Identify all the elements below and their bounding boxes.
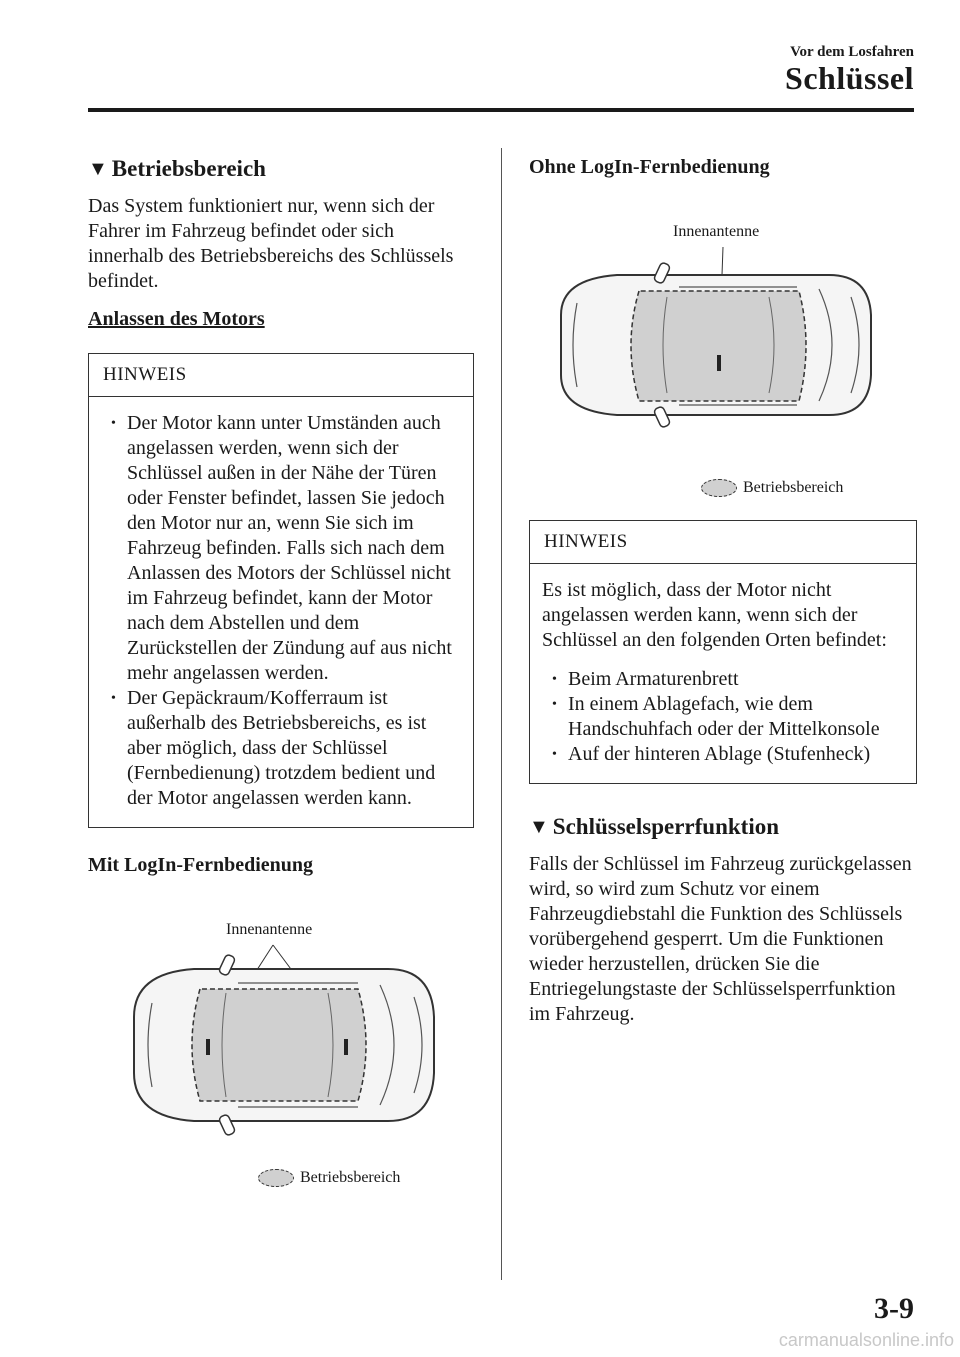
operating-range-swatch-icon [701,479,737,497]
note-item: • Der Motor kann unter Umständen auch angelassen werden, wenn sich der Schlüssel außen in der Nähe der Türen oder Fenster befindet, lassen Sie jedoch den Motor nur an, wenn Sie sich im Fahrzeug befinden. Falls sich nach dem Anlassen des Motors der Schlüssel nicht im Fahrzeug befindet, kann der Motor nach dem Abstellen und dem Zurückstellen der Zündung auf aus nicht mehr angelassen werden. [101,411,461,686]
note-item: • Beim Armaturenbrett [542,667,904,692]
section-heading-key-lock: ▼ Schlüsselsperrfunktion [529,814,780,839]
key-lock-paragraph: Falls der Schlüssel im Fahrzeug zurückgelassen wird, so wird zum Schutz vor einem Fahrzeugdiebstahl die Funktion des Schlüssels vorübergehend gesperrt. Um die Funktionen wieder herzustellen, drücken Sie die Entriegelungstaste der Schlüsselsperrfunktion im Fahrzeug. [529,853,912,1025]
figure-heading-without-login: Ohne LogIn-Fernbedienung [529,156,770,178]
note-title: HINWEIS [530,521,916,564]
note-intro: Es ist möglich, dass der Motor nicht angelassen werden kann, wenn sich der Schlüssel an den folgenden Orten befindet: [542,579,887,651]
legend-operating-range: Betriebsbereich [258,1169,400,1187]
antenna-center-icon [717,355,721,371]
antenna-front-icon [206,1039,210,1055]
figure-heading-with-login: Mit LogIn-Fernbedienung [88,854,314,876]
antenna-label: Innenantenne [226,921,313,938]
car-top-view-diagram [529,179,917,494]
antenna-label: Innenantenne [673,223,760,240]
right-column [529,156,917,1027]
car-top-view-diagram [88,877,474,1197]
note-list [101,411,461,811]
note-title: HINWEIS [89,354,473,397]
subheading-engine-start: Anlassen des Motors [88,308,265,330]
left-column [88,156,474,1197]
page-number: 3-9 [874,1292,914,1325]
operating-range-swatch-icon [258,1169,294,1187]
page-title: Schlüssel [785,60,914,96]
column-divider [501,148,502,1280]
triangle-marker-icon: ▼ [88,157,108,180]
header-rule [88,108,914,112]
legend-operating-range: Betriebsbereich [701,479,843,497]
note-list [542,667,904,767]
note-item: • In einem Ablagefach, wie dem Handschuhfach oder der Mittelkonsole [542,692,904,742]
antenna-rear-icon [344,1039,348,1055]
intro-paragraph: Das System funktioniert nur, wenn sich der Fahrer im Fahrzeug befindet oder sich innerhalb des Betriebsbereichs des Schlüssels befindet. [88,195,454,292]
header-section-label: Vor dem Losfahren [790,44,914,60]
note-box-right [529,520,917,784]
section-heading-operating-range: ▼ Betriebsbereich [88,156,266,181]
triangle-marker-icon: ▼ [529,815,549,838]
watermark-text: carmanualsonline.info [778,1330,954,1350]
note-item: • Auf der hinteren Ablage (Stufenheck) [542,742,904,767]
note-item: • Der Gepäckraum/Kofferraum ist außerhalb des Betriebsbereichs, es ist aber möglich, dass der Schlüssel (Fernbedienung) trotzdem bedient und der Motor angelassen werden kann. [101,686,461,811]
figure-without-login [529,179,917,494]
figure-with-login [88,877,474,1197]
note-box-left [88,353,474,828]
